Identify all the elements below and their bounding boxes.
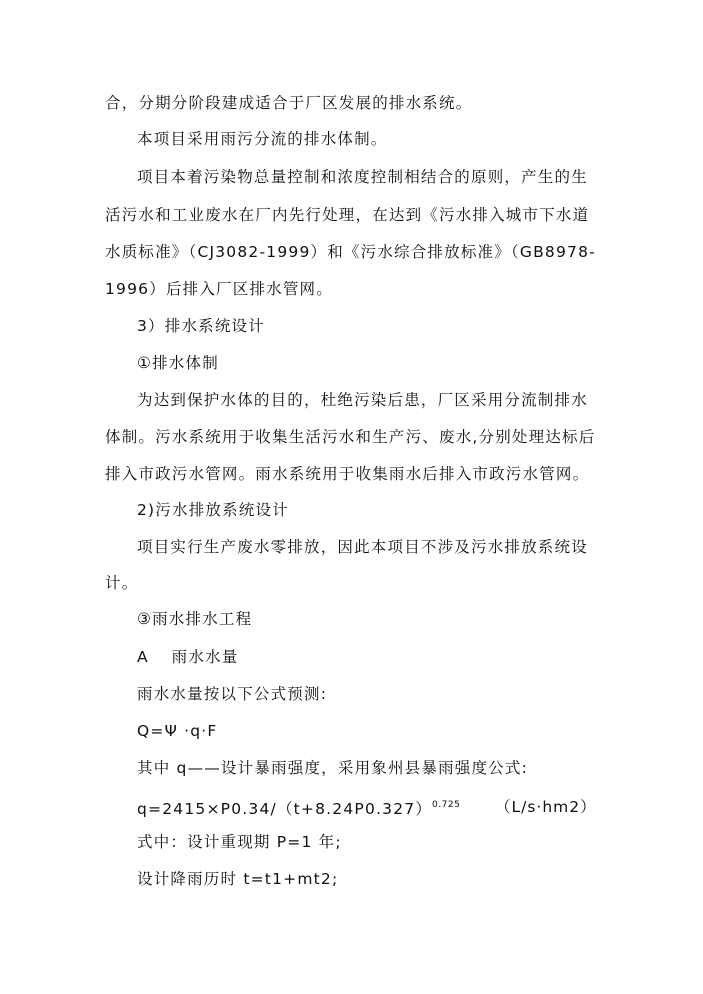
text-line: 雨水水量按以下公式预测: (137, 685, 328, 703)
subsection-heading: 2)污水排放系统设计 (137, 501, 289, 519)
subsection-heading: A 雨水水量 (137, 648, 239, 666)
formula-main: q=2415×P0.34/（t+8.24P0.327） (137, 800, 433, 818)
text-line: 项目本着污染物总量控制和浓度控制相结合的原则，产生的生 (137, 168, 588, 186)
text-line: 设计降雨历时 t=t1+mt2; (137, 870, 339, 888)
text-line: 活污水和工业废水在厂内先行处理，在达到《污水排入城市下水道 (105, 206, 590, 224)
text-line: 1996）后排入厂区排水管网。 (105, 280, 333, 298)
subsection-heading: ①排水体制 (137, 354, 219, 372)
text-line: 体制。污水系统用于收集生活污水和生产污、废水,分别处理达标后 (105, 428, 596, 446)
text-line: 式中：设计重现期 P=1 年; (137, 833, 342, 851)
text-line: 项目实行生产废水零排放，因此本项目不涉及污水排放系统设 (137, 538, 588, 556)
text-line: 计。 (105, 574, 139, 592)
formula-unit: （L/s·hm2） (495, 798, 597, 816)
text-line: 本项目采用雨污分流的排水体制。 (137, 130, 388, 148)
text-line: 其中 q——设计暴雨强度，采用象州县暴雨强度公式: (137, 759, 528, 777)
text-line: 合，分期分阶段建成适合于厂区发展的排水系统。 (105, 94, 473, 112)
text-line: 为达到保护水体的目的，杜绝污染后患，厂区采用分流制排水 (137, 391, 588, 409)
formula-line: Q=Ψ ·q·F (137, 722, 218, 740)
formula-exponent: 0.725 (432, 800, 461, 810)
formula-line (137, 795, 460, 819)
text-line: 水质标准》（CJ3082-1999）和《污水综合排放标准》（GB8978- (105, 243, 596, 261)
subsection-heading: ③雨水排水工程 (137, 610, 253, 628)
text-line: 排入市政污水管网。雨水系统用于收集雨水后排入市政污水管网。 (105, 465, 590, 483)
section-heading: 3）排水系统设计 (137, 317, 265, 335)
